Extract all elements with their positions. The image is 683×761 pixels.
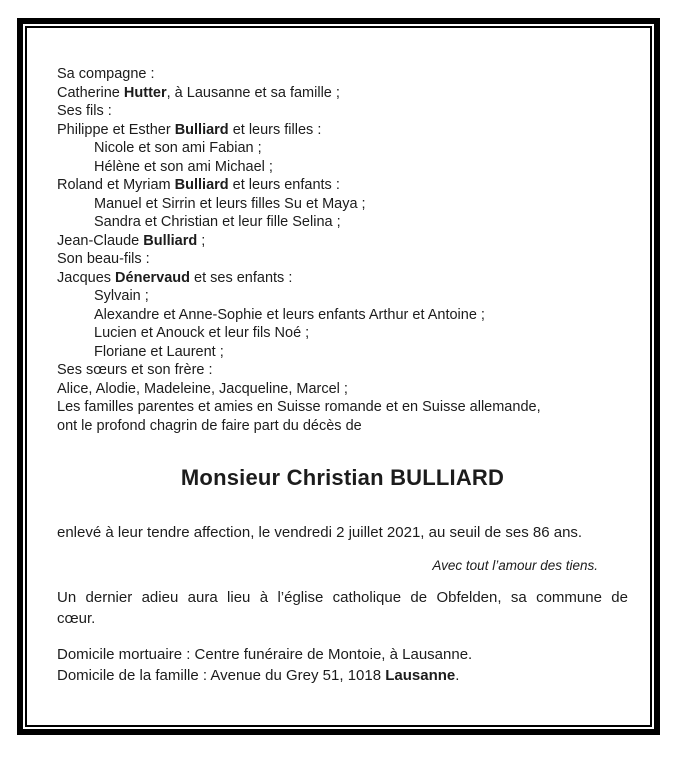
text-line: [57, 417, 628, 436]
plain-text: .: [455, 667, 460, 684]
plain-text: , à Lausanne et sa famille ;: [166, 84, 340, 101]
family-list: [57, 65, 628, 435]
farewell-line-1: Un dernier adieu aura lieu à l’église catholique de Obfelden, sa commune de: [57, 589, 628, 606]
plain-text: Domicile de la famille : Avenue du Grey 51, 1018: [57, 667, 386, 684]
plain-text: Lucien et Anouck et leur fils Noé ;: [94, 325, 310, 341]
plain-text: Sa compagne :: [57, 66, 155, 82]
text-line: [57, 306, 628, 325]
text-line: [57, 102, 628, 121]
decorative-outer-frame: [17, 18, 660, 735]
farewell-line-2: cœur.: [57, 610, 96, 627]
text-line: [57, 250, 628, 269]
bold-name-text: Bulliard: [143, 232, 198, 249]
tribute-line: Avec tout l’amour des tiens.: [432, 558, 598, 573]
farewell-paragraph: [57, 587, 628, 629]
deceased-name-title: Monsieur Christian BULLIARD: [180, 465, 505, 490]
text-line: [57, 380, 628, 399]
plain-text: ;: [197, 232, 206, 249]
plain-text: et leurs filles :: [228, 121, 322, 138]
text-line: [57, 213, 628, 232]
plain-text: Sylvain ;: [94, 288, 149, 304]
text-line: [57, 176, 628, 195]
plain-text: et leurs enfants :: [228, 177, 340, 193]
text-line: [57, 65, 628, 84]
plain-text: Sandra et Christian et leur fille Selina ;: [94, 214, 341, 230]
bold-name-text: Lausanne: [385, 667, 456, 684]
text-line: [57, 84, 628, 103]
decorative-inner-frame: [25, 26, 652, 727]
plain-text: Domicile mortuaire : Centre funéraire de Montoie, à Lausanne.: [57, 646, 473, 663]
text-line: [57, 287, 628, 306]
text-line: [57, 195, 628, 214]
text-line: [57, 343, 628, 362]
plain-text: Alice, Alodie, Madeleine, Jacqueline, Marcel ;: [57, 380, 348, 397]
plain-text: ont le profond chagrin de faire part du décès de: [57, 417, 362, 434]
plain-text: Les familles parentes et amies en Suisse romande et en Suisse allemande,: [57, 399, 541, 415]
domicile-info: [57, 644, 628, 686]
plain-text: Floriane et Laurent ;: [94, 343, 224, 360]
plain-text: Jacques: [57, 269, 116, 286]
plain-text: Alexandre et Anne-Sophie et leurs enfants Arthur et Antoine ;: [94, 306, 485, 323]
death-details-line: enlevé à leur tendre affection, le vendredi 2 juillet 2021, au seuil de ses 86 ans.: [57, 524, 583, 541]
plain-text: Ses sœurs et son frère :: [57, 362, 213, 378]
plain-text: et ses enfants :: [190, 269, 293, 286]
plain-text: Nicole et son ami Fabian ;: [94, 140, 262, 156]
bold-name-text: Bulliard: [174, 177, 229, 193]
text-line: [57, 269, 628, 288]
text-line: [57, 398, 628, 417]
plain-text: Catherine: [57, 84, 124, 101]
plain-text: Hélène et son ami Michael ;: [94, 158, 273, 175]
plain-text: Jean-Claude: [57, 232, 144, 249]
text-line: [57, 232, 628, 251]
text-line: [57, 361, 628, 380]
text-line: [57, 121, 628, 140]
bold-name-text: Dénervaud: [115, 269, 190, 286]
text-line: [57, 139, 628, 158]
bold-name-text: Hutter: [123, 84, 167, 101]
bold-name-text: Bulliard: [174, 121, 229, 138]
plain-text: Roland et Myriam: [57, 177, 175, 193]
text-line: [57, 324, 628, 343]
plain-text: Manuel et Sirrin et leurs filles Su et Maya ;: [94, 195, 366, 212]
text-line: [57, 665, 628, 686]
plain-text: Philippe et Esther: [57, 121, 175, 138]
announcement-content: [27, 28, 650, 725]
plain-text: Ses fils :: [57, 103, 112, 119]
text-line: [57, 158, 628, 177]
plain-text: Son beau-fils :: [57, 251, 150, 267]
text-line: [57, 644, 628, 665]
